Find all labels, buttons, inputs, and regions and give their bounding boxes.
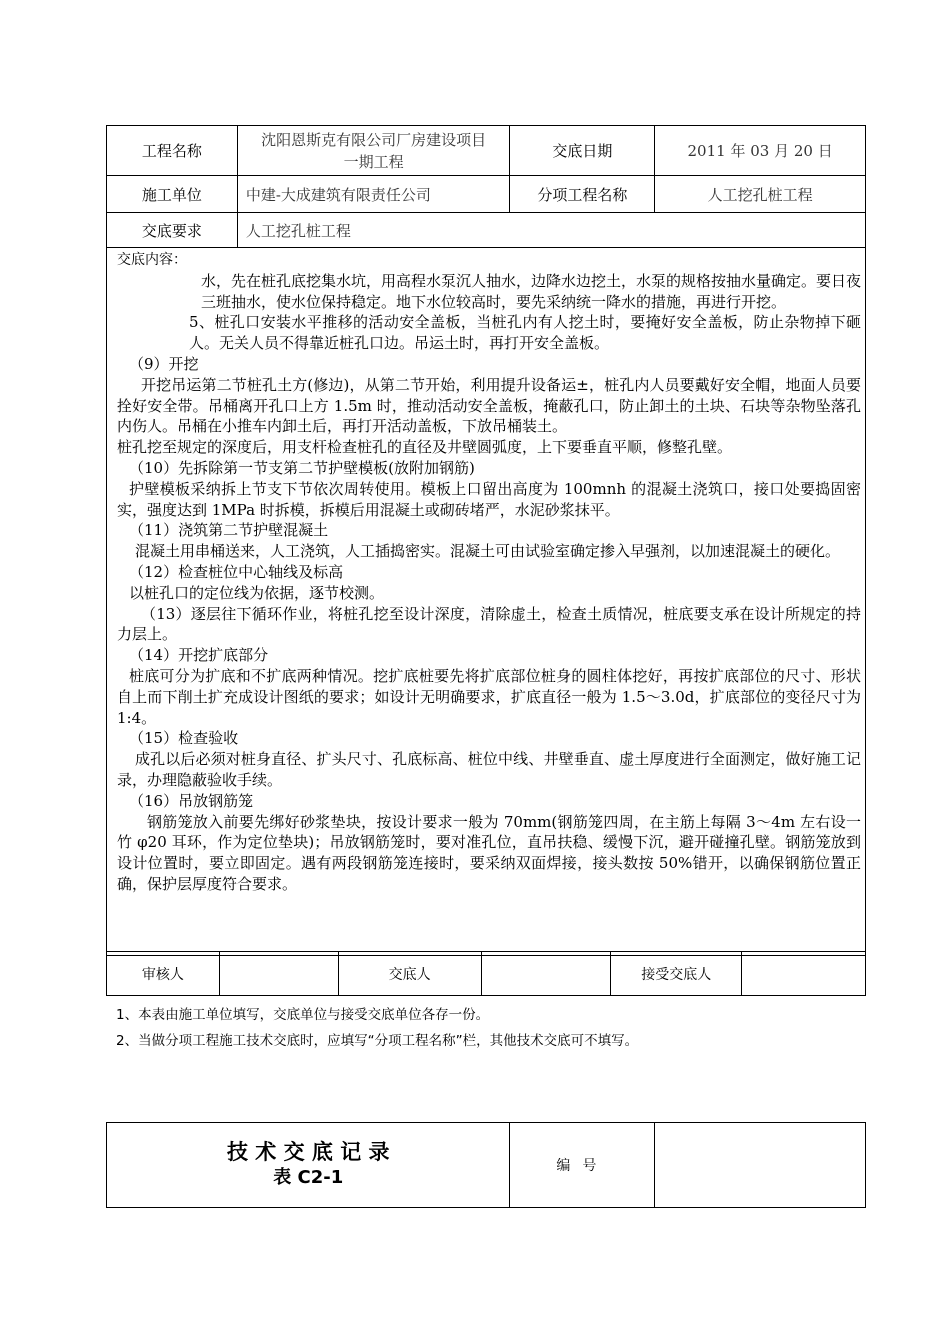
date-value: 2011 年 03 月 20 日 [655,126,866,176]
content-label: 交底内容： [117,252,187,268]
receiver-signature-field[interactable] [742,952,866,996]
note-2: 2、当做分项工程施工技术交底时，应填写“分项工程名称”栏，其他技术交底可不填写。 [116,1033,639,1049]
project-name-label: 工程名称 [107,126,238,176]
footer-title: 技 术 交 底 记 录 [226,1140,390,1164]
content-p11: 混凝土用串桶送来，人工浇筑，人工插捣密实。混凝土可由试验室确定掺入早强剂，以加速混凝土的硬化。 [135,542,841,561]
discloser-signature-field[interactable] [481,952,611,996]
notes [116,1002,638,1054]
row-project [107,126,866,176]
content-p1: 水，先在桩孔底挖集水坑，用高程水泵沉人抽水，边降水边挖土，水泵的规格按抽水量确定。要日夜三班抽水，使水位保持稳定。地下水位较高时，要先采纳统一降水的措施，再进行开挖。 [201,271,862,311]
footer-subtitle: 表 C2-1 [273,1167,344,1188]
content-p16: 钢筋笼放入前要先绑好砂浆垫块，按设计要求一般为 70mm(钢筋笼四周，在主筋上每隔 3～4m 左右设一竹 φ20 耳环，作为定位垫块)；吊放钢筋笼时，要对准孔位，直吊扶稳、缓慢下沉，避开碰撞孔壁。钢筋笼放到设计位置时，要立即固定。遇有两段钢筋笼连接时，要采纳双面焊接，接头数按 50%错开，以确保钢筋位置正确，保护层厚度符合要求。 [117,812,861,893]
heading-14: （14）开挖扩底部分 [129,646,269,665]
project-name-line2: 一期工程 [343,152,404,171]
content-p13: （13）逐层往下循环作业，将桩孔挖至设计深度，清除虚土，检查土质情况，桩底要支承在设计所规定的持力层上。 [117,604,861,644]
content-p14: 桩底可分为扩底和不扩底两种情况。挖扩底桩要先将扩底部位桩身的圆柱体挖好，再按扩底部位的尺寸、形状自上而下削土扩充成设计图纸的要求；如设计无明确要求，扩底直径一般为 1.5～3.0d，扩底部位的变径尺寸为 1:4。 [117,666,861,727]
content-p10: 护壁模板采纳拆上节支下节依次周转使用。模板上口留出高度为 100mnh 的混凝土浇筑口，接口处要捣固密实，强度达到 1MPa 时拆模，拆模后用混凝土或砌砖堵严，水泥砂浆抹平。 [117,479,861,519]
signature-table [106,951,866,996]
content-p12: 以桩孔口的定位线为依据，逐节校测。 [129,583,385,602]
date-label: 交底日期 [510,126,655,176]
receiver-label: 接受交底人 [611,952,742,996]
footer-title-table [106,1122,866,1208]
row-contractor [107,176,866,213]
heading-9: （9）开挖 [129,354,199,373]
project-name-value [237,126,510,176]
heading-15: （15）检查验收 [129,729,239,748]
heading-12: （12）检查桩位中心轴线及标高 [129,562,344,581]
subitem-value: 人工挖孔桩工程 [655,176,866,213]
row-content [107,248,866,956]
content-cell [107,248,866,956]
contractor-label: 施工单位 [107,176,238,213]
requirement-value: 人工挖孔桩工程 [237,213,865,248]
subitem-label: 分项工程名称 [510,176,655,213]
note-1: 1、本表由施工单位填写，交底单位与接受交底单位各存一份。 [116,1007,490,1023]
content-p9b: 桩孔挖至规定的深度后，用支杆检查桩孔的直径及井壁圆弧度，上下要垂直平顺，修整孔壁。 [117,438,733,457]
contractor-value: 中建-大成建筑有限责任公司 [237,176,510,213]
project-name-line1: 沈阳恩斯克有限公司厂房建设项目 [261,130,487,149]
footer-title-cell [107,1123,510,1208]
number-label: 编号 [510,1123,655,1208]
reviewer-label: 审核人 [107,952,220,996]
disclosure-table [106,125,866,956]
heading-10: （10）先拆除第一节支第二节护壁模板(放附加钢筋) [129,458,475,477]
heading-11: （11）浇筑第二节护壁混凝土 [129,521,329,540]
heading-16: （16）吊放钢筋笼 [129,791,254,810]
content-p2: 5、桩孔口安装水平推移的活动安全盖板，当桩孔内有人挖土时，要掩好安全盖板，防止杂物掉下砸人。无关人员不得靠近桩孔口边。吊运土时，再打开安全盖板。 [189,313,861,353]
content-p9: 开挖吊运第二节桩孔土方(修边)，从第二节开始，利用提升设备运±，桩孔内人员要戴好安全帽，地面人员要拴好安全带。吊桶离开孔口上方 1.5m 时，推动活动安全盖板，掩蔽孔口，防止卸土的土块、石块等杂物坠落孔内伤人。吊桶在小推车内卸土后，再打开活动盖板，下放吊桶装土。 [117,375,861,436]
requirement-label: 交底要求 [107,213,238,248]
discloser-label: 交底人 [338,952,481,996]
reviewer-signature-field[interactable] [219,952,338,996]
number-field[interactable] [655,1123,866,1208]
row-requirement [107,213,866,248]
content-p15: 成孔以后必须对桩身直径、扩头尺寸、孔底标高、桩位中线、井壁垂直、虚土厚度进行全面测定，做好施工记录，办理隐蔽验收手续。 [117,750,861,789]
